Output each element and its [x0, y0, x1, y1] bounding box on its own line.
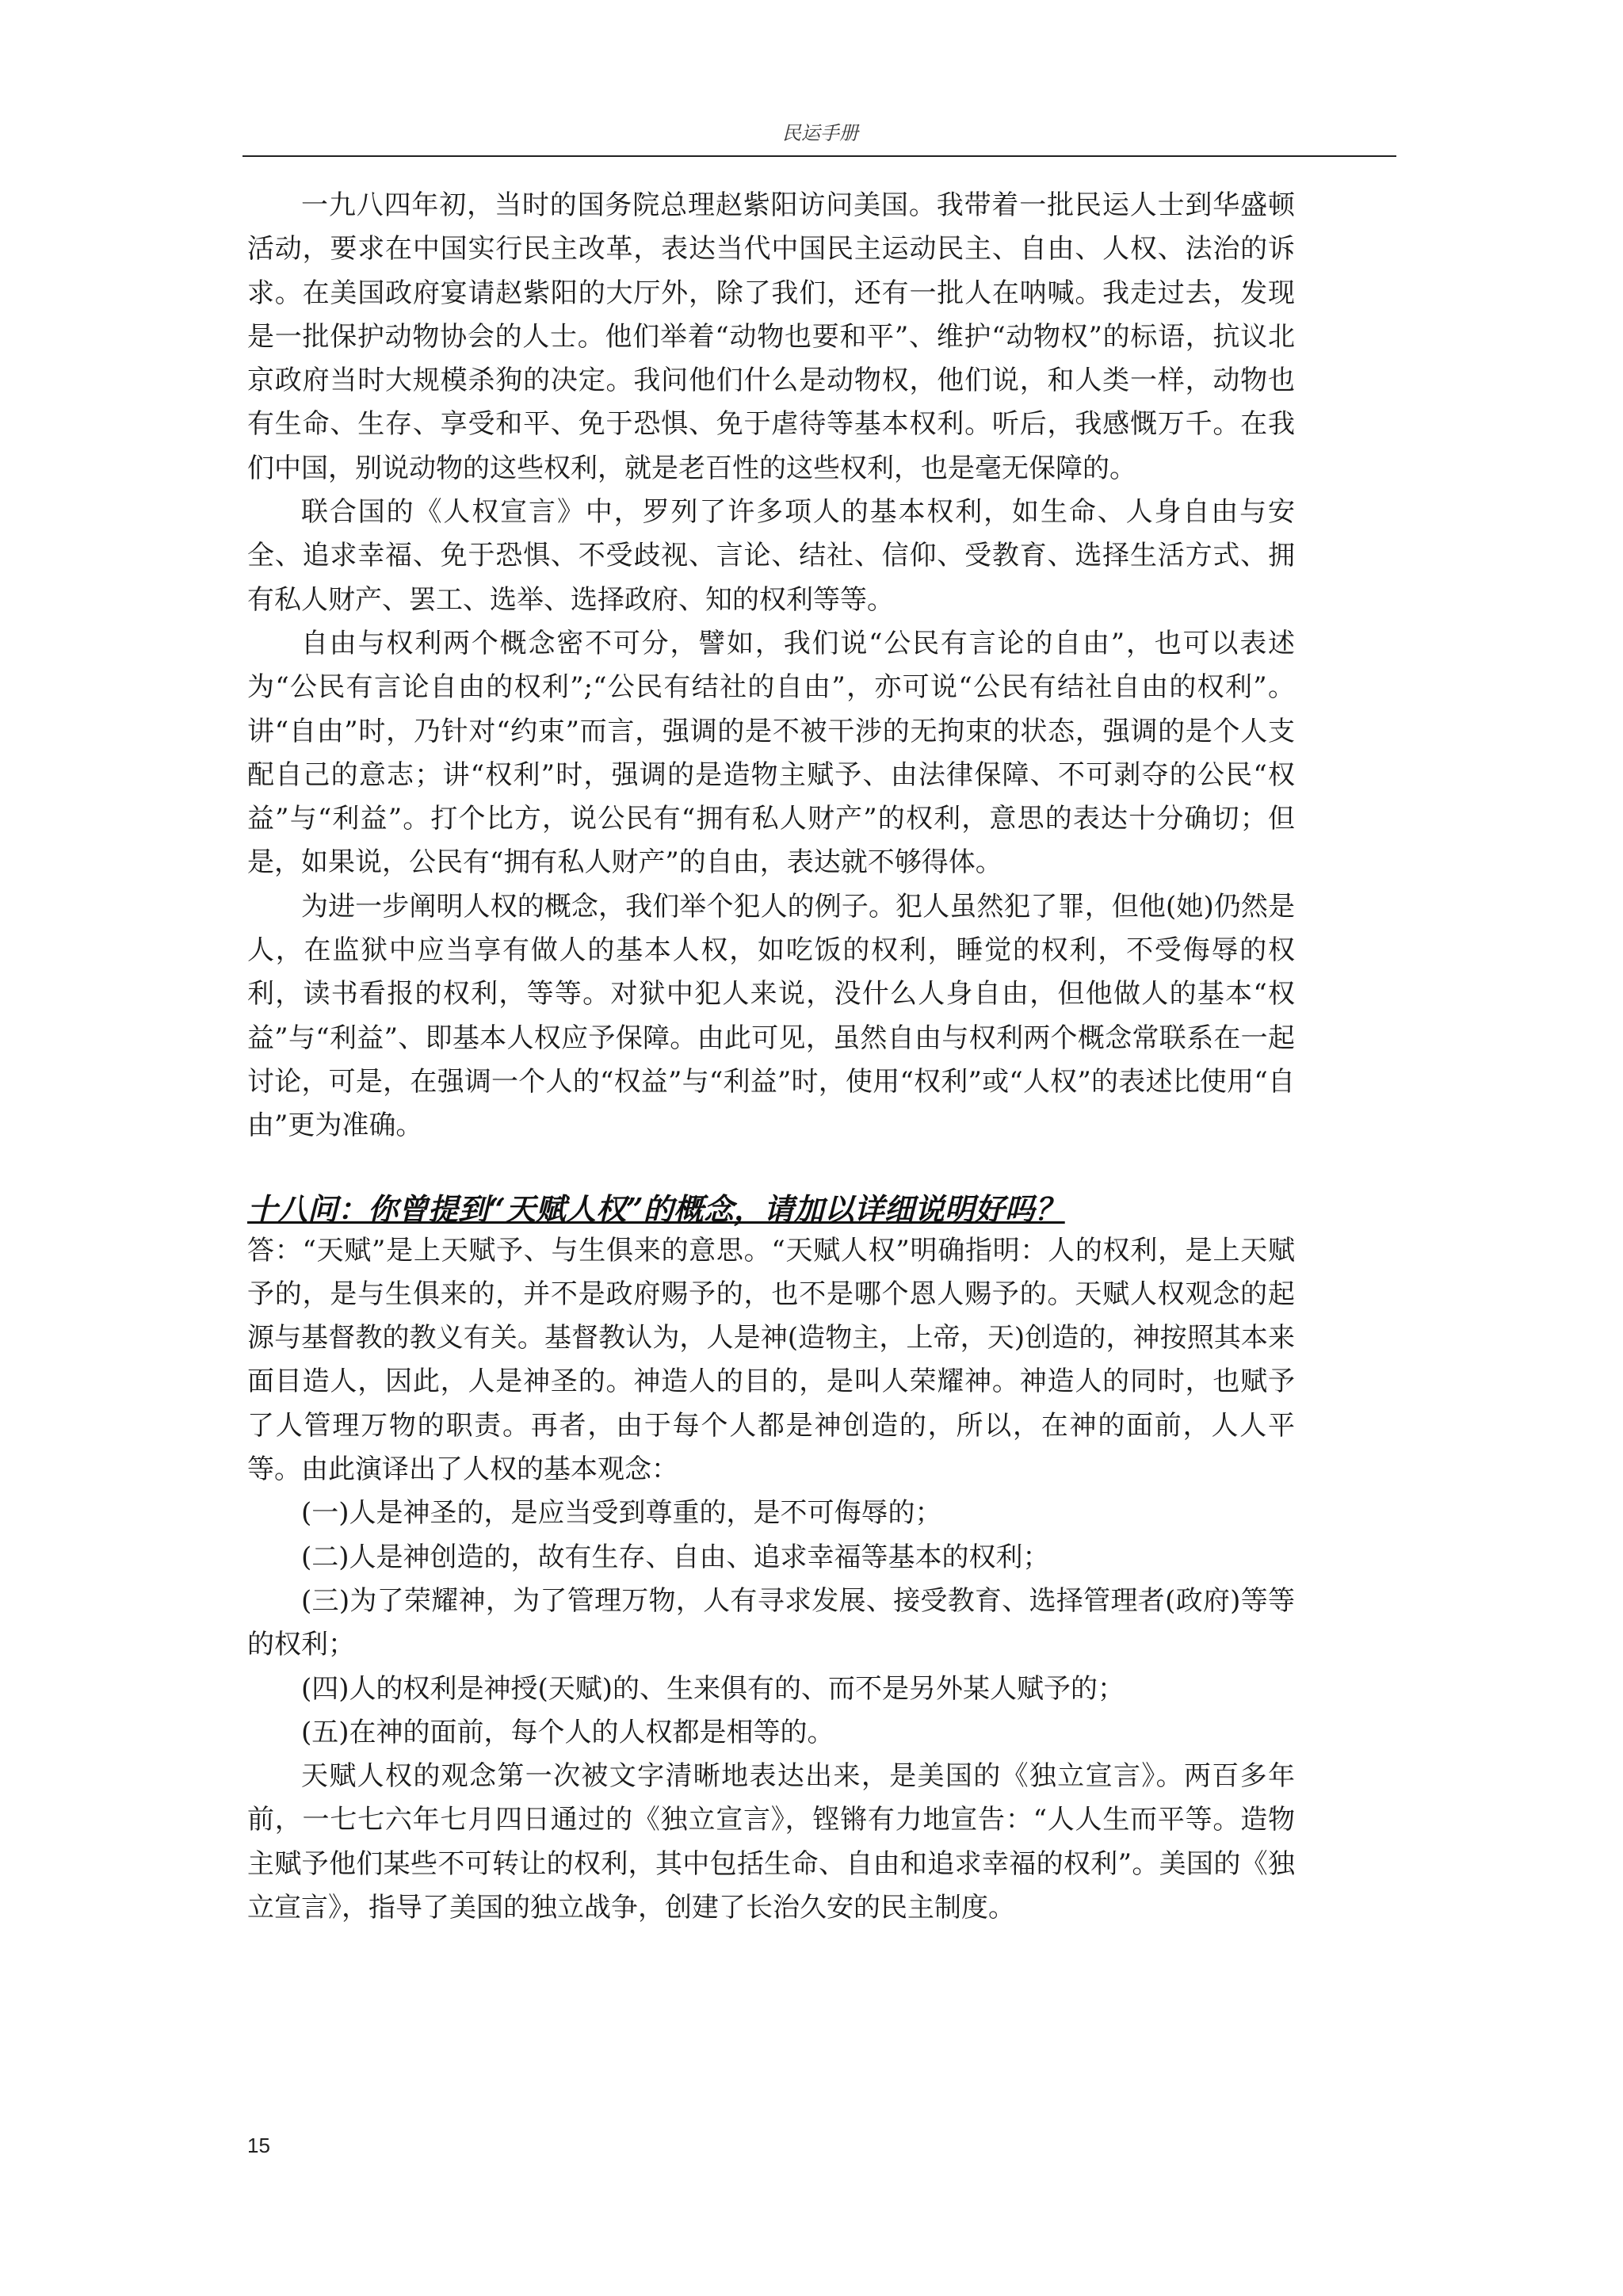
running-header-title: 民运手册: [782, 122, 858, 144]
paragraph-un-declaration: 联合国的《人权宣言》中，罗列了许多项人的基本权利，如生命、人身自由与安全、追求幸福、免于恐惧、不受歧视、言论、结社、信仰、受教育、选择生活方式、拥有私人财产、罢工、选举、选择政府、知的权利等等。: [247, 496, 1295, 616]
list-item-point-5: (五)在神的面前，每个人的人权都是相等的。: [301, 1716, 834, 1748]
page-number: 15: [247, 2134, 270, 2157]
list-item-point-1: (一)人是神圣的，是应当受到尊重的，是不可侮辱的；: [301, 1497, 942, 1530]
section-heading-question-18: 十八问：你曾提到“天赋人权”的概念，请加以详细说明好吗？: [247, 1190, 1065, 1227]
list-item-point-2: (二)人是神创造的，故有生存、自由、追求幸福等基本的权利；: [301, 1541, 1050, 1573]
paragraph-freedom-vs-rights: 自由与权利两个概念密不可分，譬如，我们说“公民有言论的自由”，也可以表述为“公民有言论自由的权利”;“公民有结社的自由”，亦可说“公民有结社自由的权利”。讲“自由”时，乃针对“约束”而言，强调的是不被干涉的无拘束的状态，强调的是个人支配自己的意志；讲“权利”时，强调的是造物主赋予、由法律保障、不可剥夺的公民“权益”与“利益”。打个比方，说公民有“拥有私人财产”的权利，意思的表达十分确切；但是，如果说，公民有“拥有私人财产”的自由，表达就不够得体。: [247, 627, 1295, 879]
paragraph-prisoner-example: 为进一步阐明人权的概念，我们举个犯人的例子。犯人虽然犯了罪，但他(她)仍然是人，在监狱中应当享有做人的基本人权，如吃饭的权利，睡觉的权利，不受侮辱的权利，读书看报的权利，等等。对狱中犯人来说，没什么人身自由，但他做人的基本“权益”与“利益”、即基本人权应予保障。由此可见，虽然自由与权利两个概念常联系在一起讨论，可是，在强调一个人的“权益”与“利益”时，使用“权利”或“人权”的表述比使用“自由”更为准确。: [247, 890, 1295, 1142]
paragraph-zhao-ziyang-visit: 一九八四年初，当时的国务院总理赵紫阳访问美国。我带着一批民运人士到华盛顿活动，要求在中国实行民主改革，表达当代中国民主运动民主、自由、人权、法治的诉求。在美国政府宴请赵紫阳的大厅外，除了我们，还有一批人在呐喊。我走过去，发现是一批保护动物协会的人士。他们举着“动物也要和平”、维护“动物权”的标语，抗议北京政府当时大规模杀狗的决定。我问他们什么是动物权，他们说，和人类一样，动物也有生命、生存、享受和平、免于恐惧、免于虐待等基本权利。听后，我感慨万千。在我们中国，别说动物的这些权利，就是老百性的这些权利，也是毫无保障的。: [247, 189, 1295, 484]
list-item-point-4: (四)人的权利是神授(天赋)的、生来俱有的、而不是另外某人赋予的；: [301, 1672, 1125, 1705]
answer-paragraph: 答：“天赋”是上天赋予、与生俱来的意思。“天赋人权”明确指明：人的权利，是上天赋予的，是与生俱来的，并不是政府赐予的，也不是哪个恩人赐予的。天赋人权观念的起源与基督教的教义有关。基督教认为，人是神(造物主，上帝，天)创造的，神按照其本来面目造人，因此，人是神圣的。神造人的目的，是叫人荣耀神。神造人的同时，也赋予了人管理万物的职责。再者，由于每个人都是神创造的，所以，在神的面前，人人平等。由此演译出了人权的基本观念：: [247, 1234, 1295, 1486]
list-item-point-3: (三)为了荣耀神，为了管理万物，人有寻求发展、接受教育、选择管理者(政府)等等的权利；: [247, 1584, 1295, 1661]
page-body: [247, 184, 1295, 1930]
paragraph-declaration-of-independence: 天赋人权的观念第一次被文字清晰地表达出来，是美国的《独立宣言》。两百多年前，一七七六年七月四日通过的《独立宣言》，铿锵有力地宣告：“人人生而平等。造物主赋予他们某些不可转让的权利，其中包括生命、自由和追求幸福的权利”。美国的《独立宣言》，指导了美国的独立战争，创建了长治久安的民主制度。: [247, 1760, 1295, 1924]
header-divider: [242, 155, 1396, 157]
